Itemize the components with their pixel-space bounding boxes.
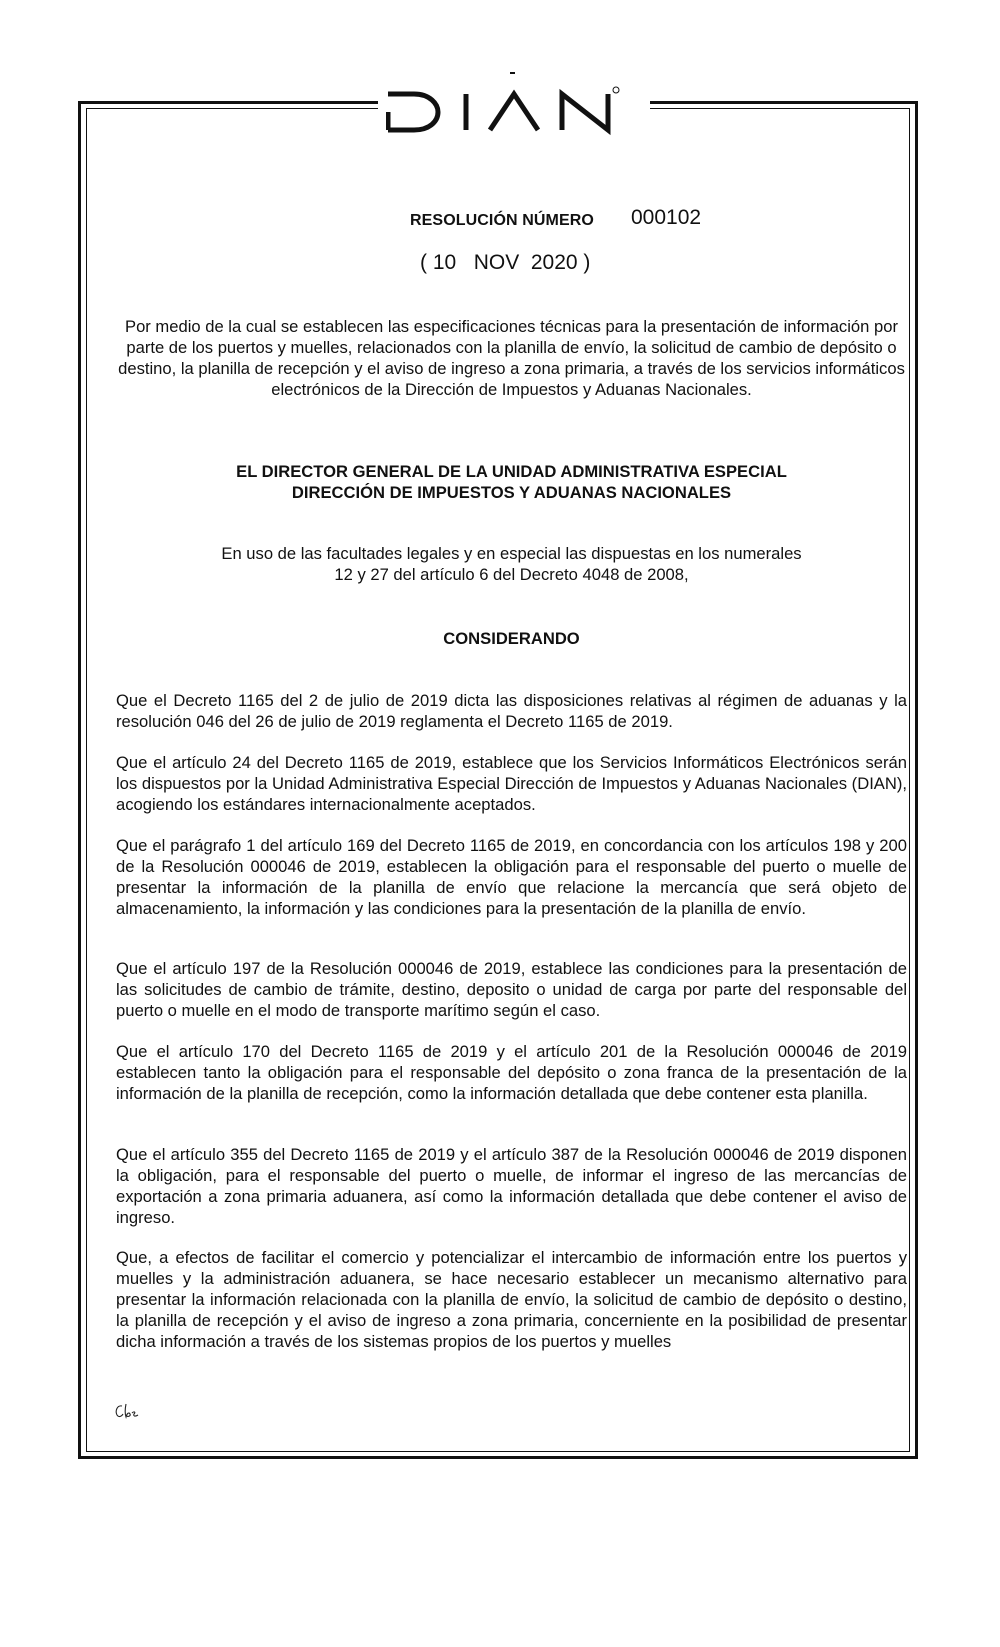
powers-line-2: 12 y 27 del artículo 6 del Decreto 4048 de 2008, xyxy=(334,565,689,584)
issuer-line-1: EL DIRECTOR GENERAL DE LA UNIDAD ADMINISTRATIVA ESPECIAL xyxy=(236,462,787,481)
dian-logo xyxy=(386,84,648,140)
resolution-label: RESOLUCIÓN NÚMERO xyxy=(410,212,594,229)
handwritten-initials xyxy=(114,1401,140,1421)
resolution-number: 000102 xyxy=(631,206,702,229)
logo-text: DIAN xyxy=(386,84,389,85)
powers-line-1: En uso de las facultades legales y en especial las dispuestas en los numerales xyxy=(221,544,802,563)
considerando-paragraph: Que el parágrafo 1 del artículo 169 del Decreto 1165 de 2019, en concordancia con los artículos 198 y 200 de la Resolución 000046 de 2019, establecen la obligación para el responsable del puerto o muelle de presentar la información de la planilla de envío que relacione la mercancía que será objeto de almacenamiento, la información y las condiciones para la presentación de la planilla de envío. xyxy=(116,836,907,918)
issuer-heading xyxy=(116,461,907,503)
considerando-paragraph: Que el artículo 197 de la Resolución 000046 de 2019, establece las condiciones para la presentación de las solicitudes de cambio de trámite, destino, deposito o unidad de carga por parte del responsable del puerto o muelle en el modo de transporte marítimo según el caso. xyxy=(116,959,907,1020)
considerando-paragraph: Que, a efectos de facilitar el comercio y potencializar el intercambio de información entre los puertos y muelles y la administración aduanera, se hace necesario establecer un mecanismo alternativo para presentar la información relacionada con la planilla de envío, la solicitud de cambio de depósito o destino, la planilla de recepción y el aviso de ingreso a zona primaria, concerniente en la posibilidad de presentar dicha información a través de los sistemas propios de los puertos y muelles xyxy=(116,1248,907,1351)
considerando-paragraph: Que el artículo 170 del Decreto 1165 de 2019 y el artículo 201 de la Resolución 000046 de 2019 establecen tanto la obligación para el responsable del depósito o zona franca de la presentación de la información de la planilla de recepción, como la información detallada que debe contener esta planilla. xyxy=(116,1042,907,1103)
powers-statement xyxy=(116,543,907,585)
considerando-heading: CONSIDERANDO xyxy=(443,629,580,648)
considerando-paragraph: Que el Decreto 1165 del 2 de julio de 2019 dicta las disposiciones relativas al régimen de aduanas y la resolución 046 del 26 de julio de 2019 reglamenta el Decreto 1165 de 2019. xyxy=(116,691,907,731)
considerando-paragraph: Que el artículo 355 del Decreto 1165 de 2019 y el artículo 387 de la Resolución 000046 de 2019 disponen la obligación, para el responsable del puerto o muelle, de informar el ingreso de las mercancías de exportación a zona primaria aduanera, así como la información detallada que debe contener el aviso de ingreso. xyxy=(116,1145,907,1227)
logo-mark-dash xyxy=(510,72,515,74)
resolution-subject: Por medio de la cual se establecen las especificaciones técnicas para la presentación de información por parte de los puertos y muelles, relacionados con la planilla de envío, la solicitud de cambio de depósito o destino, la planilla de recepción y el aviso de ingreso a zona primaria, a través de los servicios informáticos electrónicos de la Dirección de Impuestos y Aduanas Nacionales. xyxy=(118,317,905,399)
resolution-date: ( 10 NOV 2020 ) xyxy=(420,251,591,274)
issuer-line-2: DIRECCIÓN DE IMPUESTOS Y ADUANAS NACIONALES xyxy=(291,483,732,502)
considerando-paragraph: Que el artículo 24 del Decreto 1165 de 2019, establece que los Servicios Informáticos Electrónicos serán los dispuestos por la Unidad Administrativa Especial Dirección de Impuestos y Aduanas Nacionales (DIAN), acogiendo los estándares internacionalmente aceptados. xyxy=(116,753,907,814)
